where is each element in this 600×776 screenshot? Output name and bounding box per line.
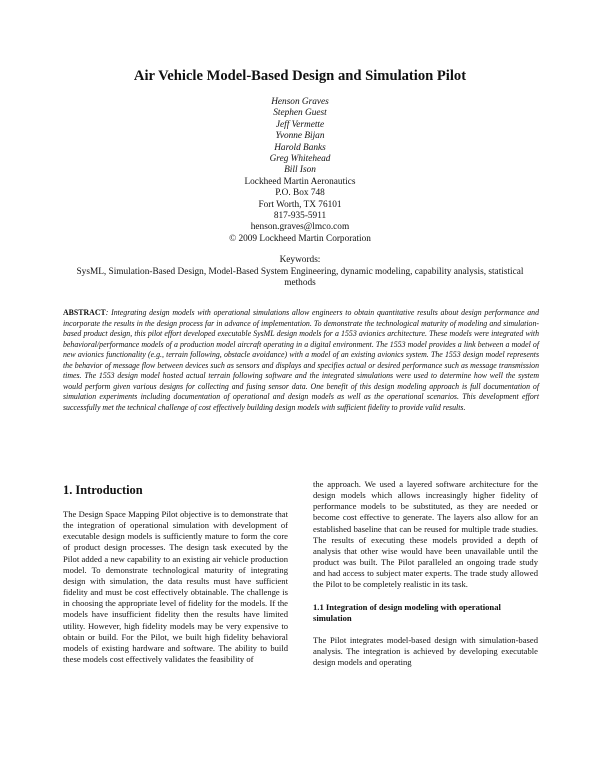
- affiliation-email: henson.graves@lmco.com: [250, 222, 350, 233]
- affiliation-org: Lockheed Martin Aeronautics: [244, 176, 356, 187]
- affiliation-phone: 817-935-5911: [273, 211, 327, 222]
- abstract-text: : Integrating design models with operational simulations allow engineers to obtain quantitative results about design performance and incorporate the results in the design process far in advance of implementation. To demonstrate the technological maturity of modeling and simulation-based product design, this pilot effort developed executable SysML design models for a 1553 avionics architecture. These models were integrated with behavioral/performance models of a production model aircraft operating in a digital environment. The 1553 model provides a link between a model of new avionics functionality (e.g., terrain following, obstacle avoidance) with a model of an existing avionics system. The 1553 design model represents the behavior of message flow between devices such as sensors and displays and specifies actual or desired performance such as message transmission times. The 1553 design model hosted actual terrain following software and the integrated simulations were used to determine how well the system would perform given various designs for collecting and fusing sensor data. One benefit of this design modeling approach is full documentation of simulation experiments including documentation of operational and design models as well as the operational scenarios. This development effort successfully met the technical challenge of cost effectively building design models with sufficient fidelity to provide valid results.: [63, 308, 539, 412]
- author-name: Jeff Vermette: [275, 119, 325, 130]
- integration-paragraph: The Pilot integrates model-based design with simulation-based analysis. The integration is achieved by developing executable design models and operating: [313, 634, 538, 668]
- subsection-heading-integration: 1.1 Integration of design modeling with operational simulation: [313, 601, 501, 623]
- right-column: [313, 479, 538, 668]
- keywords-label: Keywords:: [279, 255, 321, 265]
- author-name: Harold Banks: [274, 142, 326, 153]
- left-column: [63, 483, 288, 665]
- author-name: Stephen Guest: [273, 108, 327, 119]
- paper-title: Air Vehicle Model-Based Design and Simulation Pilot: [133, 68, 467, 84]
- affiliation-po-box: P.O. Box 748: [275, 188, 325, 199]
- author-block: [150, 97, 450, 245]
- copyright-notice: © 2009 Lockheed Martin Corporation: [229, 233, 371, 244]
- author-name: Greg Whitehead: [269, 154, 331, 165]
- section-heading-introduction: 1. Introduction: [63, 483, 143, 497]
- intro-paragraph: The Design Space Mapping Pilot objective is to demonstrate that the integration of operational simulation with development of executable design models is sufficiently mature to form the core of product design processes. The design task executed by the Pilot added a new capability to an existing air vehicle production model. To demonstrate technological maturity of integrating design with simulation, the data results must have sufficient fidelity and must be cost effectively obtainable. The challenge is in choosing the appropriate level of fidelity for the models. If the models have insufficient fidelity then the results have limited utility. However, high fidelity models may be very expensive to obtain or build. For the Pilot, we built high fidelity behavioral models of existing hardware and software. The ability to build these models cost effectively validates the feasibility of: [63, 509, 288, 665]
- abstract-block: [63, 308, 539, 413]
- author-name: Bill Ison: [284, 165, 316, 176]
- author-name: Henson Graves: [271, 97, 329, 107]
- keywords-text: SysML, Simulation-Based Design, Model-Based System Engineering, dynamic modeling, capability analysis, statistical methods: [76, 266, 524, 289]
- author-name: Yvonne Bijan: [275, 131, 325, 142]
- intro-paragraph-continued: the approach. We used a layered software architecture for the design models which allows increasingly higher fidelity of performance models to be substituted, as they are needed or become cost effective to generate. The layers also allow for an established baseline that can be reused for multiple trade studies. The results of executing these models provided a depth of analysis that other wise would have been unavailable until the product was built. The Pilot paralleled an ongoing trade study and had access to subject mater experts. The trade study allowed the Pilot to be completely realistic in its task.: [313, 479, 538, 590]
- abstract-label: ABSTRACT: [63, 308, 106, 317]
- affiliation-city: Fort Worth, TX 76101: [258, 199, 342, 210]
- keywords-block: [60, 255, 540, 290]
